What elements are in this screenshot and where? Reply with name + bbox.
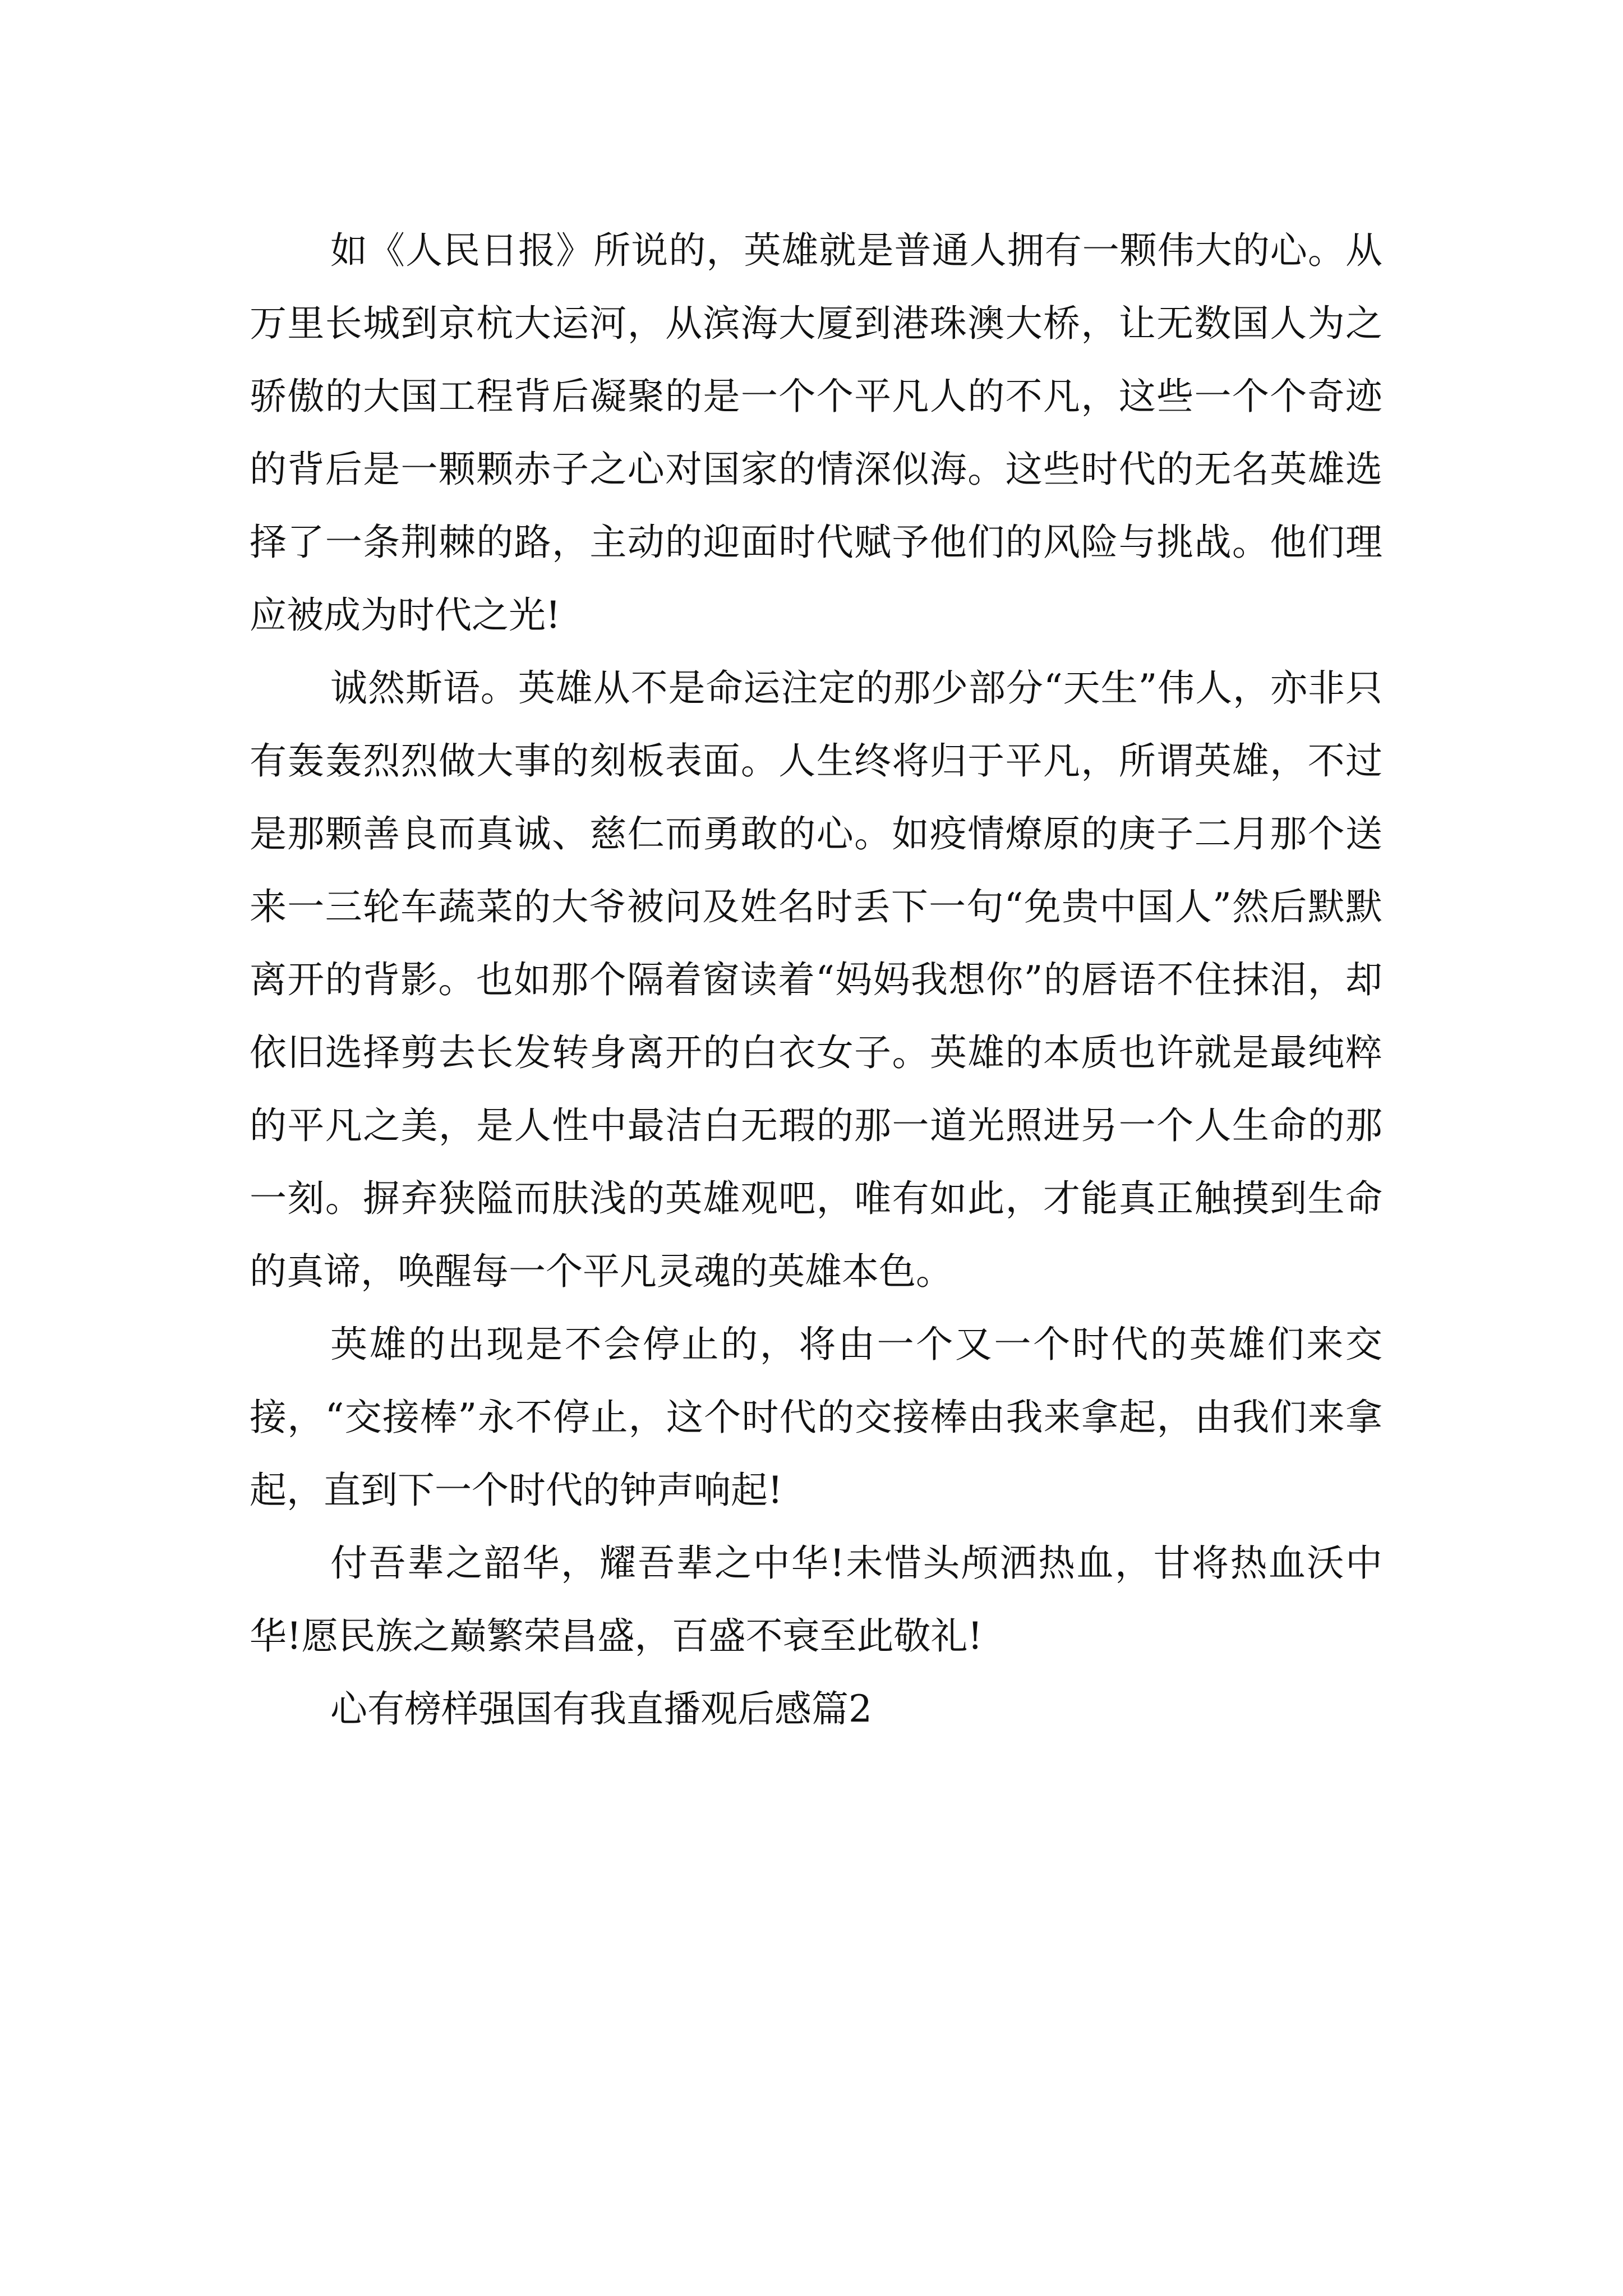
paragraph-true-hero-nature: 诚然斯语。英雄从不是命运注定的那少部分“天生”伟人，亦非只有轰轰烈烈做大事的刻板表面。人生终将归于平凡，所谓英雄，不过是那颗善良而真诚、慈仁而勇敢的心。如疫情燎原的庚子二月那个送来一三轮车蔬菜的大爷被问及姓名时丢下一句“免贵中国人”然后默默离开的背影。也如那个隔着窗读着“妈妈我想你”的唇语不住抹泪，却依旧选择剪去长发转身离开的白衣女子。英雄的本质也许就是最纯粹的平凡之美，是人性中最洁白无瑕的那一道光照进另一个人生命的那一刻。摒弃狭隘而肤浅的英雄观吧，唯有如此，才能真正触摸到生命的真谛，唤醒每一个平凡灵魂的英雄本色。 — [250, 666, 1382, 1293]
paragraph-relay-baton: 英雄的出现是不会停止的，将由一个又一个时代的英雄们来交接，“交接棒”永不停止，这个时代的交接棒由我来拿起，由我们来拿起，直到下一个时代的钟声响起! — [250, 1323, 1382, 1512]
section-heading: 心有榜样强国有我直播观后感篇2 — [330, 1687, 872, 1731]
paragraph-salute: 付吾辈之韶华，耀吾辈之中华!未惜头颅洒热血，甘将热血沃中华!愿民族之巅繁荣昌盛，百盛不衰至此敬礼! — [250, 1542, 1382, 1658]
document-body — [250, 214, 1382, 1746]
paragraph-heroes-ordinary-people: 如《人民日报》所说的，英雄就是普通人拥有一颗伟大的心。从万里长城到京杭大运河，从滨海大厦到港珠澳大桥，让无数国人为之骄傲的大国工程背后凝聚的是一个个平凡人的不凡，这些一个个奇迹的背后是一颗颗赤子之心对国家的情深似海。这些时代的无名英雄选择了一条荆棘的路，主动的迎面时代赋予他们的风险与挑战。他们理应被成为时代之光! — [250, 229, 1382, 637]
